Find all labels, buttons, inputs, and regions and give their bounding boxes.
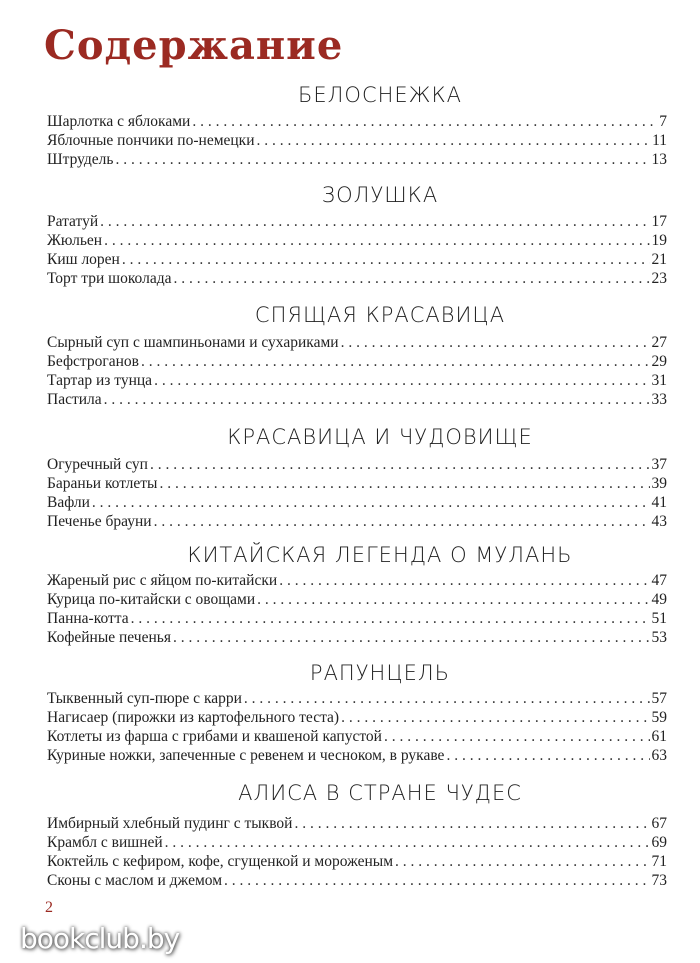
toc-entry[interactable] — [47, 493, 667, 512]
dot-leader — [104, 231, 649, 250]
toc-entry[interactable] — [47, 371, 667, 390]
entry-title: Куриные ножки, запеченные с ревенем и чесноком, в рукаве — [47, 747, 445, 764]
section-heading-text: СПЯЩАЯ КРАСАВИЦА — [254, 303, 506, 327]
section-heading-text: КРАСАВИЦА И ЧУДОВИЩЕ — [227, 425, 533, 449]
section-heading-text: РАПУНЦЕЛЬ — [309, 661, 451, 685]
entry-page: 69 — [651, 834, 667, 851]
dot-leader — [395, 852, 649, 871]
entry-title: Кофейные печенья — [47, 629, 171, 646]
entry-page: 11 — [652, 132, 667, 149]
dot-leader — [173, 269, 649, 288]
entry-page: 51 — [651, 610, 667, 627]
section-heading-text: КИТАЙСКАЯ ЛЕГЕНДА О МУЛАНЬ — [187, 543, 573, 567]
dot-leader — [92, 493, 650, 512]
toc-entry[interactable] — [47, 814, 667, 833]
entry-title: Тыквенный суп-пюре с карри — [47, 690, 242, 707]
entry-page: 49 — [651, 591, 667, 608]
toc-entry[interactable] — [47, 512, 667, 531]
dot-leader — [122, 250, 650, 269]
entry-title: Жюльен — [47, 232, 103, 249]
dot-leader — [257, 590, 649, 609]
entry-title: Курица по-китайски с овощами — [47, 591, 256, 608]
section-heading-text: АЛИСА В СТРАНЕ ЧУДЕС — [238, 781, 522, 805]
entry-page: 17 — [651, 213, 667, 230]
dot-leader — [384, 727, 650, 746]
entry-page: 53 — [651, 629, 667, 646]
entry-page: 57 — [651, 690, 667, 707]
entry-title: Котлеты из фарша с грибами и квашеной капустой — [47, 728, 382, 745]
entry-page: 21 — [651, 251, 667, 268]
dot-leader — [257, 131, 651, 150]
entry-page: 39 — [651, 475, 667, 492]
entry-title: Вафли — [47, 494, 90, 511]
toc-entry[interactable] — [47, 590, 667, 609]
entry-title: Жареный рис с яйцом по-китайски — [47, 572, 278, 589]
toc-entry[interactable] — [47, 628, 667, 647]
toc-entry[interactable] — [47, 571, 667, 590]
dot-leader — [150, 455, 650, 474]
dot-leader — [294, 814, 649, 833]
toc-entry[interactable] — [47, 390, 667, 409]
dot-leader — [224, 871, 649, 890]
section-heading-text: ЗОЛУШКА — [321, 183, 439, 207]
entry-title: Панна-котта — [47, 610, 129, 627]
dot-leader — [131, 609, 650, 628]
entry-page: 47 — [651, 572, 667, 589]
entry-page: 31 — [651, 372, 667, 389]
entry-page: 41 — [651, 494, 667, 511]
toc-entry[interactable] — [47, 112, 667, 131]
entry-title: Бефстроганов — [47, 353, 139, 370]
dot-leader — [446, 746, 649, 765]
toc-entry[interactable] — [47, 131, 667, 150]
entry-page: 7 — [659, 113, 667, 130]
section-heading — [0, 660, 700, 686]
toc-entry[interactable] — [47, 352, 667, 371]
entry-title: Пастила — [47, 391, 102, 408]
entry-page: 59 — [651, 709, 667, 726]
toc-entry[interactable] — [47, 852, 667, 871]
entry-title: Киш лорен — [47, 251, 120, 268]
toc-entry[interactable] — [47, 689, 667, 708]
dot-leader — [279, 571, 649, 590]
toc-entry[interactable] — [47, 746, 667, 765]
dot-leader — [159, 474, 649, 493]
section-heading — [0, 542, 700, 568]
dot-leader — [104, 390, 650, 409]
entry-title: Рататуй — [47, 213, 99, 230]
dot-leader — [100, 212, 649, 231]
toc-entry[interactable] — [47, 250, 667, 269]
entry-page: 73 — [651, 872, 667, 889]
section-heading — [0, 780, 700, 806]
entry-page: 27 — [651, 334, 667, 351]
entry-title: Штрудель — [47, 151, 114, 168]
section-heading — [0, 82, 700, 108]
section-heading — [0, 302, 700, 328]
dot-leader — [116, 150, 650, 169]
dot-leader — [141, 352, 650, 371]
toc-entry[interactable] — [47, 609, 667, 628]
watermark: bookclub.by — [20, 922, 180, 955]
entry-title: Имбирный хлебный пудинг с тыквой — [47, 815, 293, 832]
entry-title: Коктейль с кефиром, кофе, сгущенкой и мороженым — [47, 853, 394, 870]
toc-entry[interactable] — [47, 727, 667, 746]
section-heading — [0, 182, 700, 208]
entry-page: 29 — [651, 353, 667, 370]
entry-page: 67 — [651, 815, 667, 832]
entry-title: Торт три шоколада — [47, 270, 172, 287]
entry-title: Яблочные пончики по-немецки — [47, 132, 255, 149]
entry-page: 13 — [651, 151, 667, 168]
page-title: Содержание — [44, 22, 344, 69]
toc-entry[interactable] — [47, 474, 667, 493]
entry-title: Нагисаер (пирожки из картофельного теста) — [47, 709, 340, 726]
entry-page: 71 — [651, 853, 667, 870]
toc-entry[interactable] — [47, 212, 667, 231]
entry-page: 43 — [651, 513, 667, 530]
dot-leader — [165, 833, 650, 852]
entry-page: 33 — [651, 391, 667, 408]
entry-title: Бараньи котлеты — [47, 475, 158, 492]
entry-page: 37 — [651, 456, 667, 473]
entry-title: Тартар из тунца — [47, 372, 153, 389]
dot-leader — [154, 371, 649, 390]
page-number: 2 — [45, 899, 53, 916]
entry-page: 63 — [651, 747, 667, 764]
dot-leader — [341, 333, 650, 352]
entry-title: Шарлотка с яблоками — [47, 113, 191, 130]
entry-page: 23 — [651, 270, 667, 287]
dot-leader — [173, 628, 650, 647]
dot-leader — [154, 512, 650, 531]
section-heading-text: БЕЛОСНЕЖКА — [297, 83, 463, 107]
toc-entry[interactable] — [47, 708, 667, 727]
entry-title: Огуречный суп — [47, 456, 148, 473]
section-heading — [0, 424, 700, 450]
toc-entry[interactable] — [47, 871, 667, 890]
toc-entry[interactable] — [47, 150, 667, 169]
entry-title: Печенье брауни — [47, 513, 152, 530]
dot-leader — [244, 689, 650, 708]
toc-entry[interactable] — [47, 455, 667, 474]
toc-entry[interactable] — [47, 333, 667, 352]
toc-entry[interactable] — [47, 833, 667, 852]
entry-page: 19 — [651, 232, 667, 249]
entry-title: Крамбл с вишней — [47, 834, 163, 851]
toc-entry[interactable] — [47, 231, 667, 250]
dot-leader — [341, 708, 649, 727]
dot-leader — [192, 112, 657, 131]
toc-entry[interactable] — [47, 269, 667, 288]
entry-title: Сырный суп с шампиньонами и сухариками — [47, 334, 339, 351]
entry-title: Сконы с маслом и джемом — [47, 872, 223, 889]
entry-page: 61 — [651, 728, 667, 745]
